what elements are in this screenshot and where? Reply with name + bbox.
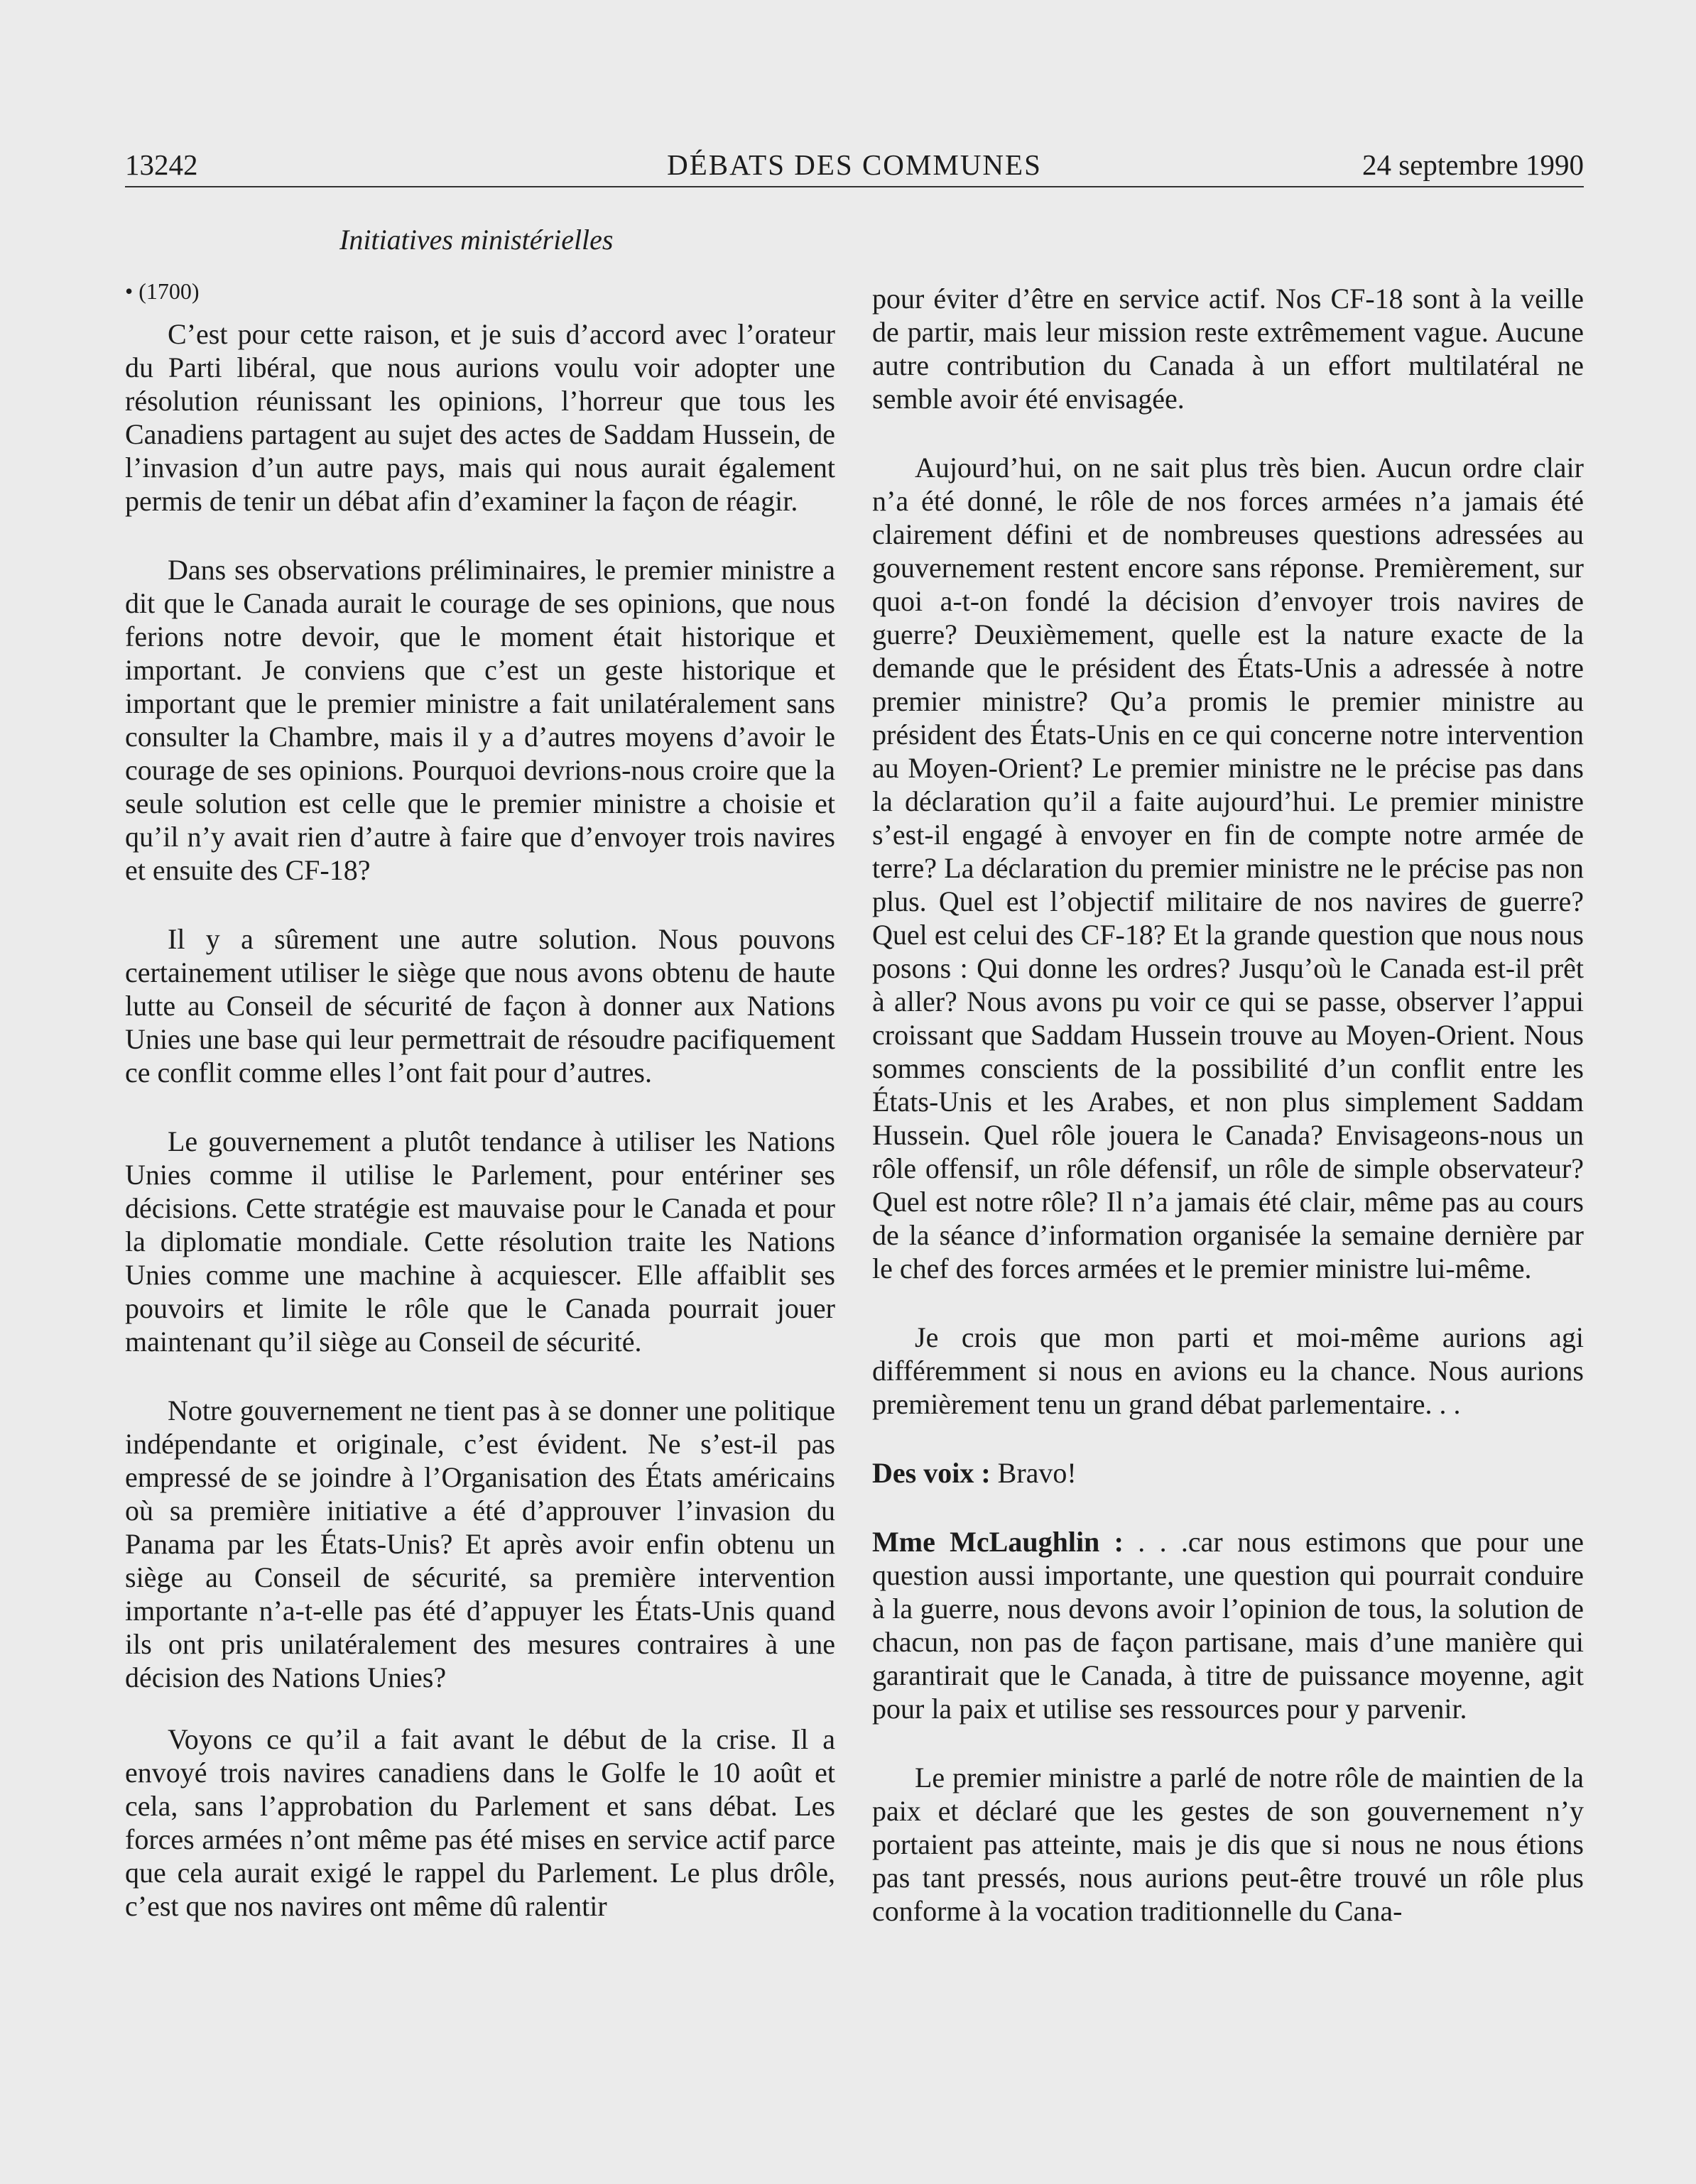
speaker-name: Mme McLaughlin : [872, 1526, 1124, 1558]
right-column [872, 282, 1584, 1928]
page-header [125, 148, 1584, 187]
time-marker: • (1700) [125, 278, 200, 304]
paragraph: Aujourd’hui, on ne sait plus très bien. Aucun ordre clair n’a été donné, le rôle de nos forces armées n’a jamais été clairement défini et de nombreuses questions adressées au gouvernement restent encore sans réponse. Premièrement, sur quoi a-t-on fondé la décision d’envoyer trois navires de guerre? Deuxièmement, quelle est la nature exacte de la demande que le président des États-Unis a adressée à notre premier ministre? Qu’a promis le premier ministre au président des États-Unis en ce qui concerne notre intervention au Moyen-Orient? Le premier ministre ne le précise pas dans la déclaration qu’il a faite aujourd’hui. Le premier ministre s’est-il engagé à envoyer en fin de compte notre armée de terre? La déclaration du premier ministre ne le précise pas non plus. Quel est l’objectif militaire de nos navires de guerre? Quel est celui des CF-18? Et la grande question que nous nous posons : Qui donne les ordres? Jusqu’où le Canada est-il prêt à aller? Nous avons pu voir ce qui se passe, observer l’appui croissant que Saddam Hussein trouve au Moyen-Orient. Nous sommes conscients de la possibilité d’un conflit entre les États-Unis et les Arabes, et non plus simplement Saddam Hussein. Quel rôle jouera le Canada? Envisageons-nous un rôle offensif, un rôle défensif, un rôle de simple observateur? Quel est notre rôle? Il n’a jamais été clair, même pas au cours de la séance d’information organisée la semaine dernière par le chef des forces armées et le premier ministre lui-même. [872, 452, 1584, 1284]
paragraph: Je crois que mon parti et moi-même aurions agi différemment si nous en avions eu la chance. Nous aurions premièrement tenu un grand débat parlementaire. . . [872, 1321, 1584, 1420]
publication-title: DÉBATS DES COMMUNES [667, 148, 1042, 181]
left-column [125, 282, 835, 1923]
paragraph: C’est pour cette raison, et je suis d’accord avec l’orateur du Parti libéral, que nous aurions voulu voir adopter une résolution réunissant les opinions, l’horreur que tous les Canadiens partagent au sujet des actes de Saddam Hussein, de l’invasion d’un autre pays, mais qui nous aurait également permis de tenir un débat afin d’examiner la façon de réagir. [125, 318, 835, 517]
speaker-name: Des voix : [872, 1457, 991, 1489]
paragraph: Voyons ce qu’il a fait avant le début de la crise. Il a envoyé trois navires canadiens dans le Golfe le 10 août et cela, sans l’approbation du Parlement et sans débat. Les forces armées n’ont même pas été mises en service actif parce que cela aurait exigé le rappel du Parlement. Le plus drôle, c’est que nos navires ont même dû ralentir [125, 1723, 835, 1922]
speech-text: Bravo! [990, 1457, 1077, 1489]
interjection [872, 1456, 1584, 1490]
paragraph: pour éviter d’être en service actif. Nos CF-18 sont à la veille de partir, mais leur mission reste extrêmement vague. Aucune autre contribution du Canada à un effort multilatéral ne semble avoir été envisagée. [872, 283, 1584, 415]
section-title: Initiatives ministérielles [339, 224, 614, 256]
publication-date: 24 septembre 1990 [1362, 148, 1584, 181]
speech [872, 1525, 1584, 1725]
paragraph: Notre gouvernement ne tient pas à se donner une politique indépendante et originale, c’est évident. Ne s’est-il pas empressé de se joindre à l’Organisation des États américains où sa première initiative a été d’approuver l’invasion du Panama par les États-Unis? Et après avoir enfin obtenu un siège au Conseil de sécurité, sa première intervention importante n’a-t-elle pas été d’appuyer les États-Unis quand ils ont pris unilatéralement des mesures contraires à une décision des Nations Unies? [125, 1394, 835, 1693]
paragraph: Il y a sûrement une autre solution. Nous pouvons certainement utiliser le siège que nous avons obtenu de haute lutte au Conseil de sécurité de façon à donner aux Nations Unies une base qui leur permettrait de résoudre pacifiquement ce conflit comme elles l’ont fait pour d’autres. [125, 923, 835, 1088]
paragraph: Le premier ministre a parlé de notre rôle de maintien de la paix et déclaré que les gestes de son gouvernement n’y portaient pas atteinte, mais je dis que si nous ne nous étions pas tant pressés, nous aurions peut-être trouvé un rôle plus conforme à la vocation traditionnelle du Cana- [872, 1762, 1584, 1927]
paragraph: Dans ses observations préliminaires, le premier ministre a dit que le Canada aurait le courage de ses opinions, que nous ferions notre devoir, que le moment était historique et important. Je conviens que c’est un geste historique et important que le premier ministre a fait unilatéralement sans consulter la Chambre, mais il y a d’autres moyens d’avoir le courage de ses opinions. Pourquoi devrions-nous croire que la seule solution est celle que le premier ministre a choisie et qu’il n’y avait rien d’autre à faire que d’envoyer trois navires et ensuite des CF-18? [125, 554, 835, 886]
header-rule [125, 186, 1584, 187]
page-number: 13242 [125, 148, 198, 181]
paragraph: Le gouvernement a plutôt tendance à utiliser les Nations Unies comme il utilise le Parlement, pour entériner ses décisions. Cette stratégie est mauvaise pour le Canada et pour la diplomatie mondiale. Cette résolution traite les Nations Unies comme une machine à acquiescer. Elle affaiblit ses pouvoirs et limite le rôle que le Canada pourrait jouer maintenant qu’il siège au Conseil de sécurité. [125, 1125, 835, 1358]
speech-text: . . .car nous estimons que pour une question aussi importante, une question qui pourrait conduire à la guerre, nous devons avoir l’opinion de tous, la solution de chacun, non pas de façon partisane, mais d’une manière qui garantirait que le Canada, à titre de puissance moyenne, agit pour la paix et utilise ses ressources pour y parvenir. [872, 1526, 1584, 1725]
